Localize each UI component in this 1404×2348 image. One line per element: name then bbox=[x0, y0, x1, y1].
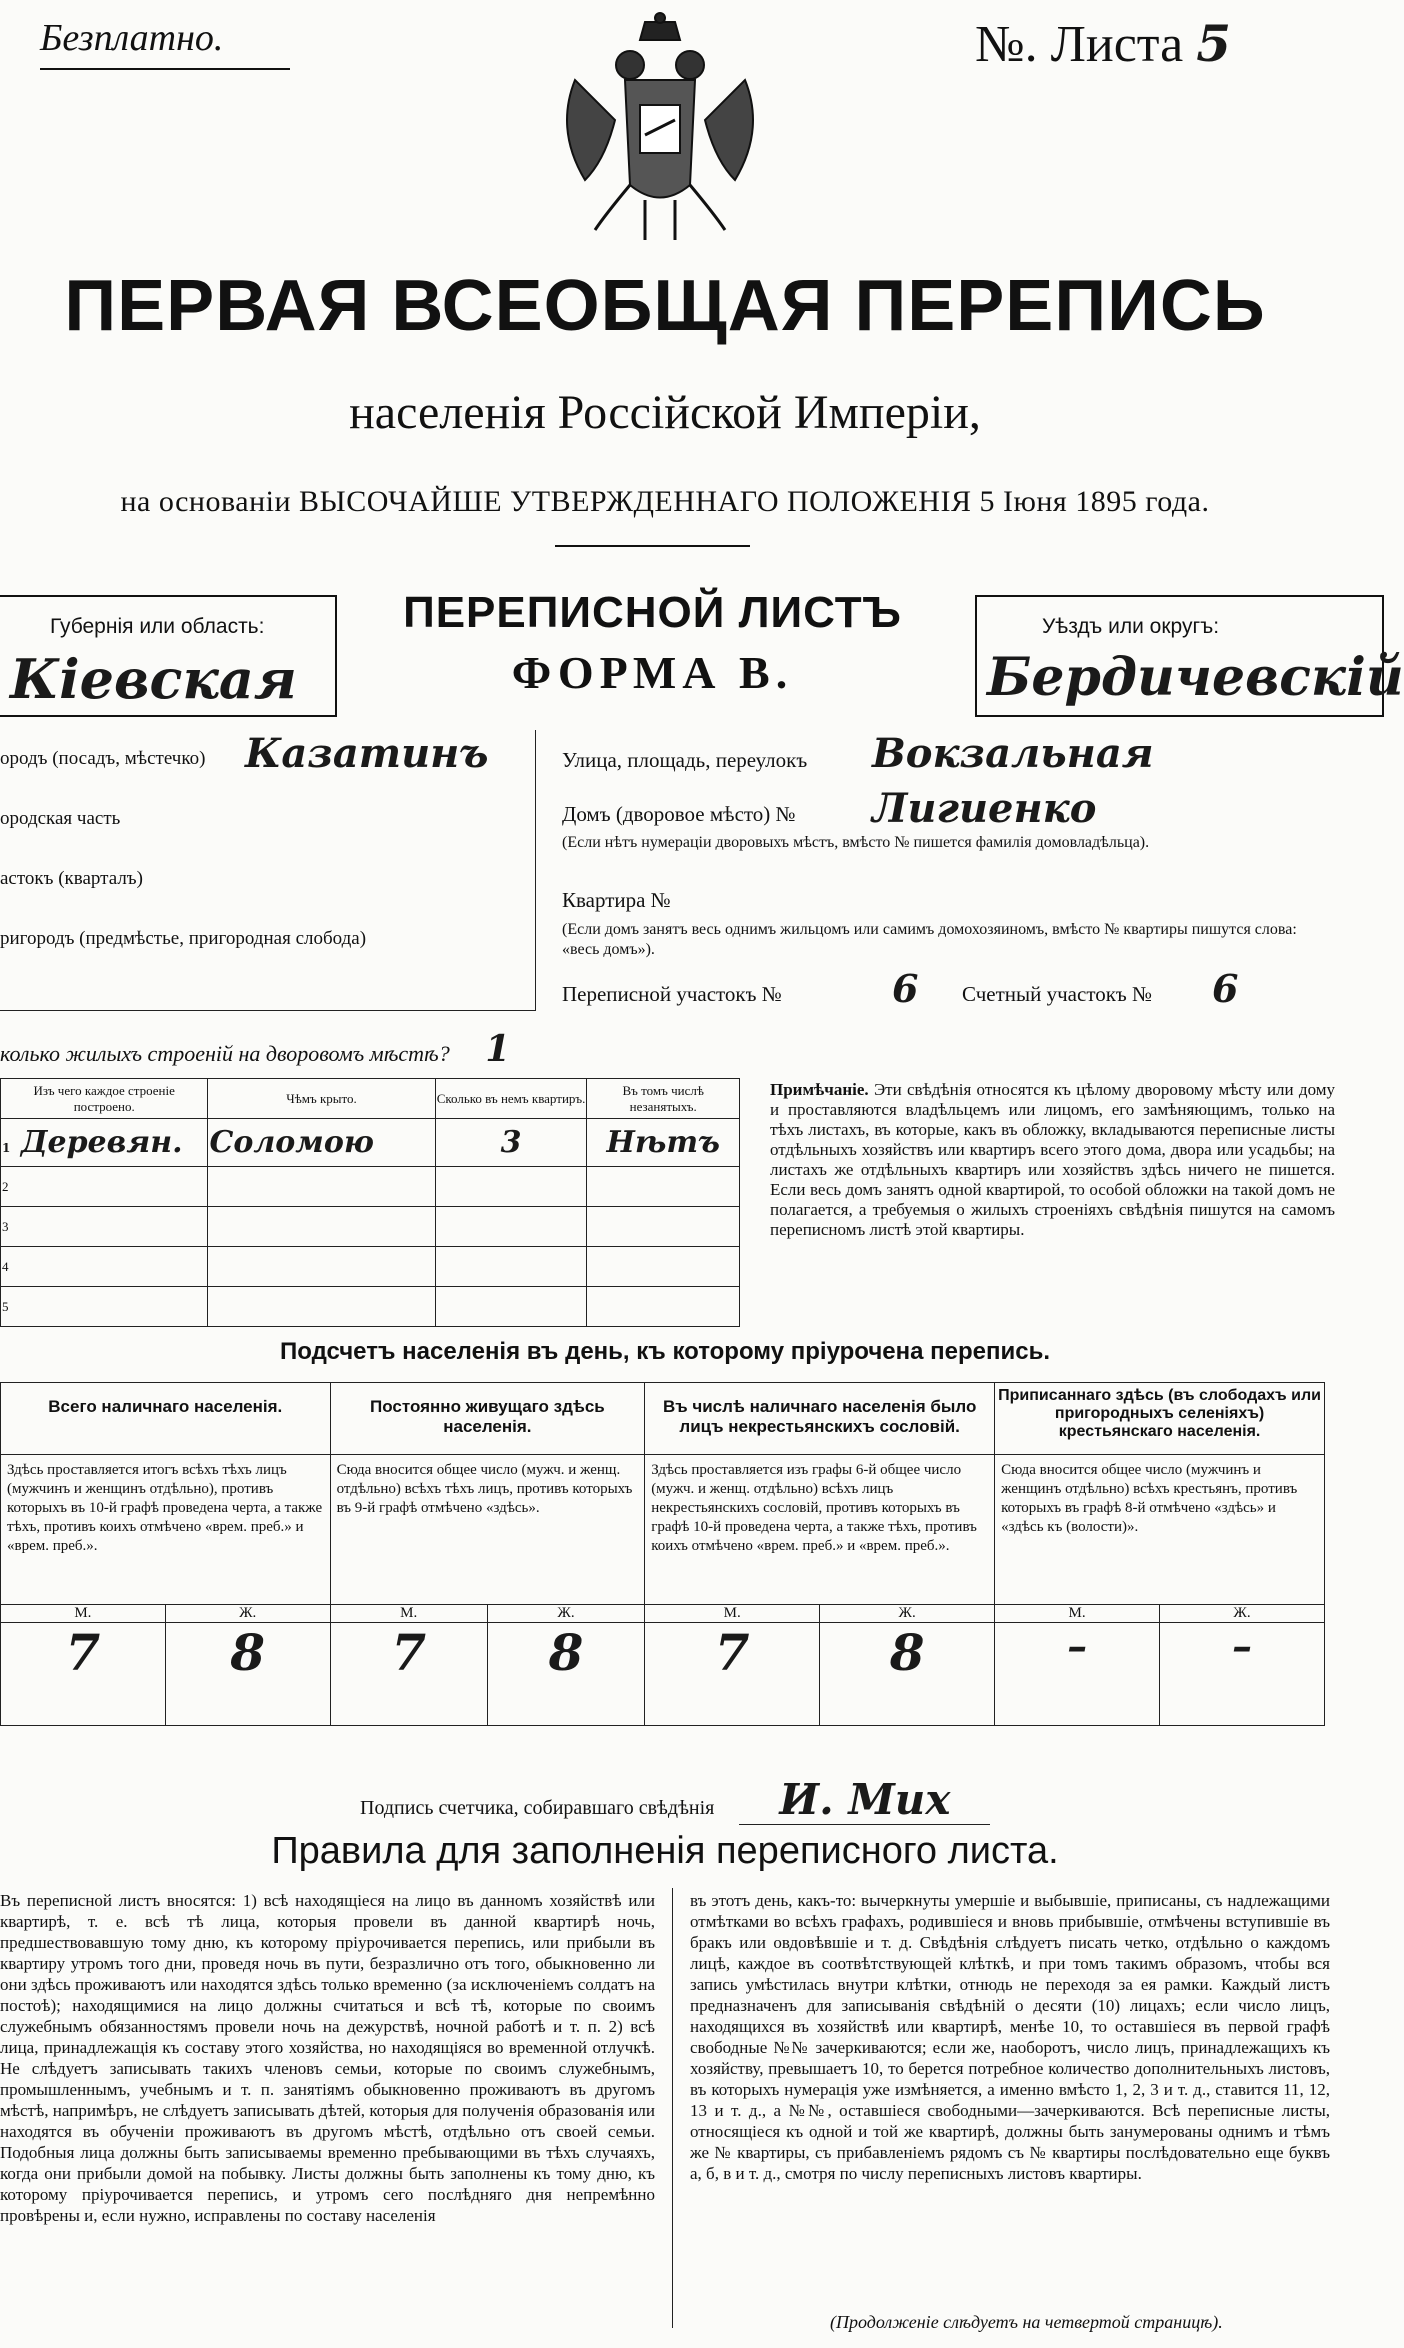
table-cell: Соломою bbox=[208, 1119, 435, 1167]
house-value: Лигиенко bbox=[872, 785, 1097, 832]
district-label: Уѣздъ или округъ: bbox=[1042, 615, 1220, 638]
pop-peasant-female: – bbox=[1232, 1623, 1253, 1670]
town-part-label: ородская часть bbox=[0, 808, 121, 829]
suburb-label: ригородъ (предмѣстье, пригородная слобода) bbox=[0, 928, 367, 949]
buildings-head-apartments: Сколько въ немъ квартиръ. bbox=[435, 1079, 587, 1119]
apartment-label: Квартира № bbox=[562, 888, 671, 912]
form-code: ФОРМА В. bbox=[511, 647, 794, 698]
imperial-eagle-emblem-icon bbox=[545, 10, 775, 245]
province-box bbox=[0, 595, 337, 717]
pop-total-female: 8 bbox=[230, 1623, 266, 1682]
table-row bbox=[1, 1207, 740, 1247]
district-value: Бердичевскій bbox=[987, 647, 1404, 708]
census-district-label: Переписной участокъ № bbox=[562, 982, 782, 1006]
form-title: ПЕРЕПИСНОЙ ЛИСТЪ bbox=[403, 588, 902, 637]
buildings-answer: 1 bbox=[485, 1028, 511, 1070]
pop-peasant-male: – bbox=[1067, 1623, 1088, 1670]
buildings-question-text: колько жилыхъ строеній на дворовомъ мѣстѣ? bbox=[0, 1041, 450, 1066]
pop-desc-peasant: Сюда вносится общее число (мужчинъ и женщинъ отдѣльно) всѣхъ крестьянъ, противъ которыхъ въ графѣ 8-й отмѣчено «здѣсь» и «здѣсь къ (волости)». bbox=[995, 1455, 1325, 1605]
rules-title: Правила для заполненія переписного листа. bbox=[271, 1830, 1059, 1872]
sheet-number-label bbox=[975, 14, 1231, 74]
main-title: ПЕРВАЯ ВСЕОБЩАЯ ПЕРЕПИСЬ bbox=[64, 266, 1266, 346]
table-row bbox=[1, 1247, 740, 1287]
pop-head-non-peasant: Въ числѣ наличнаго населенія было лицъ некрестьянскихъ сословій. bbox=[645, 1383, 995, 1455]
rules-right-column: въ этотъ день, какъ-то: вычеркнуты умершіе и выбывшіе, приписаны, съ надлежащими отмѣтками во всѣхъ графахъ, родившіеся и вновь прибывшіе, отмѣчены вступившіе въ бракъ или овдовѣвшіе и т. д. Свѣдѣнія слѣдуетъ писать четко, отдѣльно о каждомъ лицѣ, каждое въ соотвѣтствующей клѣткѣ, и при томъ такимъ образомъ, чтобы вся запись умѣстилась внутри клѣтки, отнюдь не переходя за ея рамки. Каждый листъ предназначенъ для записыванія свѣдѣній о десяти (10) лицахъ; если число лицъ, находящихся въ хозяйствѣ или квартирѣ, менѣе 10, то оставшіеся въ первой графѣ свободные №№ зачеркиваются; если же, наоборотъ, число лицъ, принадлежащихъ къ хозяйству, превышаетъ 10, то берется потребное количество дополнительныхъ листовъ, въ которыхъ нумерація уже измѣняется, а именно вмѣсто 1, 2, 3 и т. д., ставится 11, 12, 13 и т. д., а №№, оставшіеся свободными—зачеркиваются. Всѣ переписные листы, относящіеся къ одной и той же квартирѣ, должны быть занумерованы однимъ и тѣмъ же № квартиры, съ прибавленіемъ рядомъ съ № квартиры послѣдовательно еще буквъ а, б, в и т. д., смотря по числу переписныхъ листовъ квартиры. bbox=[690, 1891, 1330, 2183]
signature-label: Подпись счетчика, собиравшаго свѣдѣнія bbox=[360, 1797, 715, 1819]
town-value: Казатинъ bbox=[245, 730, 489, 777]
street-value: Вокзальная bbox=[872, 730, 1154, 777]
table-row bbox=[1, 1167, 740, 1207]
count-district-value: 6 bbox=[1212, 966, 1239, 1011]
buildings-head-vacant: Въ томъ числѣ незанятыхъ. bbox=[587, 1079, 740, 1119]
pop-desc-total: Здѣсь проставляется итогъ всѣхъ тѣхъ лицъ (мужчинъ и женщинъ отдѣльно), противъ которыхъ въ 10-й графѣ проведена черта, а также тѣхъ, противъ коихъ отмѣчено «врем. преб.» и «врем. преб.». bbox=[1, 1455, 331, 1605]
table-cell: 4 bbox=[1, 1247, 208, 1287]
street-label: Улица, площадь, переулокъ bbox=[562, 748, 808, 772]
province-label: Губернія или область: bbox=[50, 615, 265, 638]
pop-values-total: М. 7 Ж. 8 bbox=[1, 1605, 331, 1726]
sheet-number-value: 5 bbox=[1196, 14, 1232, 73]
pop-head-total: Всего наличнаго населенія. bbox=[1, 1383, 331, 1455]
pop-permanent-female: 8 bbox=[548, 1623, 584, 1682]
block-label: астокъ (кварталъ) bbox=[0, 868, 143, 889]
table-cell: 3 bbox=[1, 1207, 208, 1247]
note-block bbox=[770, 1080, 1335, 1240]
buildings-question bbox=[0, 1028, 510, 1070]
pop-desc-permanent: Сюда вносится общее число (мужч. и женщ. отдѣльно) всѣхъ тѣхъ лицъ, противъ которыхъ въ 9-й графѣ отмѣчено «здѣсь». bbox=[330, 1455, 645, 1605]
table-cell: 2 bbox=[1, 1167, 208, 1207]
rules-left-column: Въ переписной листъ вносятся: 1) всѣ находящіеся на лицо въ данномъ хозяйствѣ или квартирѣ, т. е. всѣ тѣ лица, которыя провели въ данной квартирѣ ночь, предшествовавшую тому дню, къ которому пріурочивается перепись, или прибыли въ квартиру утромъ того дни, проведя ночь въ пути, безразлично отъ того, обыкновенно ли они здѣсь проживаютъ или находятся здѣсь только временно (за исключеніемъ солдатъ на постоѣ); находящимися на лицо должны считаться и всѣ тѣ, которые по своимъ служебнымъ обязанностямъ провели ночь на дежурствѣ, ночной работѣ и т. п. 2) всѣ лица, принадлежащія къ составу этого хозяйства, но находящіяся во временной отлучкѣ. Не слѣдуетъ записывать такихъ членовъ семьи, которые по своимъ служебнымъ, промышленнымъ, учебнымъ и т. п. занятіямъ обыкновенно проживаютъ въ другомъ мѣстѣ, напримѣръ, не слѣдуетъ записывать дѣтей, которыя для полученія образованія или находятся въ обученіи проживаютъ въ другомъ мѣстѣ, отдѣльно отъ своей семьи. Подобныя лица должны быть записываемы временно пребывающими въ тѣхъ случаяхъ, когда они прибыли домой на побывку. Листы должны быть заполнены къ тому дню, къ которому пріурочивается перепись, и утромъ сего послѣдняго дня непремѣнно провѣрены и, если нужно, исправлены по составу населенія bbox=[0, 1891, 655, 2225]
free-label: Безплатно. bbox=[40, 17, 224, 59]
pop-head-permanent: Постоянно живущаго здѣсь населенія. bbox=[330, 1383, 645, 1455]
pop-non-peasant-male: 7 bbox=[714, 1623, 750, 1682]
table-cell: 1 Деревян. bbox=[1, 1119, 208, 1167]
table-cell: 5 bbox=[1, 1287, 208, 1327]
location-left-block bbox=[0, 730, 536, 1011]
district-box bbox=[975, 595, 1404, 717]
subtitle: населенія Россійской Имперіи, bbox=[349, 386, 981, 439]
pop-non-peasant-female: 8 bbox=[889, 1623, 925, 1682]
population-title: Подсчетъ населенія въ день, къ которому пріурочена перепись. bbox=[280, 1338, 1050, 1365]
pop-values-peasant: М. – Ж. – bbox=[995, 1605, 1325, 1726]
basis-line: на основаніи ВЫСОЧАЙШЕ УТВЕРЖДЕННАГО ПОЛОЖЕНІЯ 5 Іюня 1895 года. bbox=[120, 485, 1210, 518]
pop-values-permanent: М. 7 Ж. 8 bbox=[330, 1605, 645, 1726]
title-divider bbox=[555, 545, 750, 547]
province-value: Кіевская bbox=[10, 647, 297, 711]
location-right-block bbox=[562, 730, 1352, 1015]
buildings-head-roof: Чѣмъ крыто. bbox=[208, 1079, 435, 1119]
free-label-box bbox=[40, 16, 290, 70]
buildings-table bbox=[0, 1078, 740, 1327]
rules-continued: (Продолженіе слѣдуетъ на четвертой страницѣ). bbox=[830, 2312, 1223, 2332]
signature-line bbox=[360, 1775, 990, 1824]
house-label: Домъ (дворовое мѣсто) № bbox=[562, 802, 796, 826]
table-row bbox=[1, 1287, 740, 1327]
count-district-label: Счетный участокъ № bbox=[962, 982, 1153, 1006]
note-label: Примѣчаніе. bbox=[770, 1080, 869, 1099]
table-row bbox=[1, 1119, 740, 1167]
population-table bbox=[0, 1382, 1325, 1726]
pop-values-non-peasant: М. 7 Ж. 8 bbox=[645, 1605, 995, 1726]
table-cell: 3 bbox=[435, 1119, 587, 1167]
apartment-note: (Если домъ занятъ весь однимъ жильцомъ или самимъ домохозяиномъ, вмѣсто № квартиры пишутся слова: «весь домъ»). bbox=[562, 921, 1297, 958]
pop-head-peasant: Приписаннаго здѣсь (въ слободахъ или пригородныхъ селеніяхъ) крестьянскаго населенія. bbox=[995, 1383, 1325, 1455]
signature-value: И. Мих bbox=[739, 1775, 990, 1825]
pop-desc-non-peasant: Здѣсь проставляется изъ графы 6-й общее число (мужч. и женщ. отдѣльно) всѣхъ лицъ некрестьянскихъ сословій, противъ которыхъ въ графѣ 10-й проведена черта, а также тѣхъ, противъ коихъ отмѣчено «врем. преб.» и «врем. преб.». bbox=[645, 1455, 995, 1605]
pop-permanent-male: 7 bbox=[391, 1623, 427, 1682]
rules-divider bbox=[672, 1888, 673, 2328]
pop-total-male: 7 bbox=[65, 1623, 101, 1682]
census-district-value: 6 bbox=[892, 966, 919, 1011]
town-label: ородъ (посадъ, мѣстечко) bbox=[0, 748, 206, 769]
buildings-head-material: Изъ чего каждое строеніе построено. bbox=[1, 1079, 208, 1119]
house-note: (Если нѣтъ нумераціи дворовыхъ мѣстъ, вмѣсто № пишется фамилія домовладѣльца). bbox=[562, 834, 1150, 851]
table-cell: Нѣтъ bbox=[587, 1119, 740, 1167]
sheet-number-text: №. Листа bbox=[975, 16, 1184, 73]
note-text: Эти свѣдѣнія относятся къ цѣлому дворовому мѣсту или дому и проставляются владѣльцемъ или лицомъ, его замѣняющимъ, только на тѣхъ листахъ, въ которые, какъ въ обложку, вкладываются переписные листы отдѣльныхъ хозяйствъ или квартиръ всего этого дома, двора или усадьбы; на листахъ же отдѣльныхъ квартиръ или хозяйствъ здѣсь ничего не пишется. Если весь домъ занятъ одной квартирой, то особой обложки на такой домъ не полагается, а требуемыя о жилыхъ строеніяхъ свѣдѣнія пишутся на самомъ переписномъ листѣ этой квартиры. bbox=[770, 1080, 1335, 1239]
